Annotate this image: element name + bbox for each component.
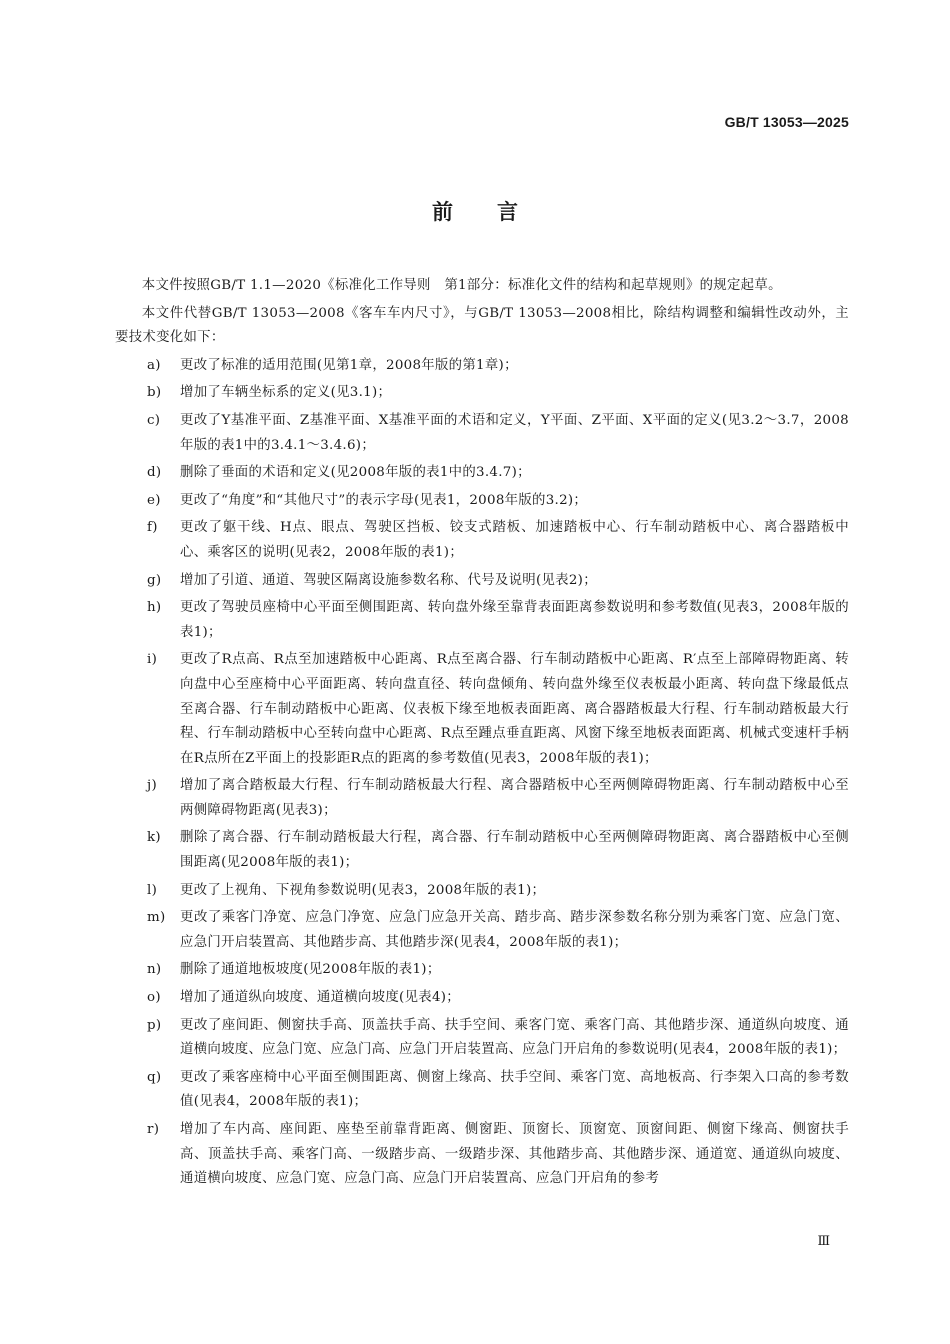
list-item — [115, 516, 849, 565]
list-item-label: d) — [147, 465, 162, 481]
list-item-text: 更改了乘客座椅中心平面至侧围距离、侧窗上缘高、扶手空间、乘客门宽、高地板高、行李架入口高的参考数值(见表4，2008年版的表1)； — [180, 1069, 849, 1110]
list-item-label: b) — [147, 385, 162, 401]
list-item-text: 更改了R点高、R点至加速踏板中心距离、R点至离合器、行车制动踏板中心距离、R′点至上部障碍物距离、转向盘中心至座椅中心平面距离、转向盘直径、转向盘倾角、转向盘外缘至仪表板最小距离、转向盘下缘最低点至离合器、行车制动踏板中心距离、仪表板下缘至地板表面距离、离合器踏板最大行程、行车制动踏板最大行程、行车制动踏板中心至转向盘中心距离、R点至踵点垂直距离、风窗下缘至地板表面距离、机械式变速杆手柄在R点所在Z平面上的投影距R点的距离的参考数值(见表3，2008年版的表1)； — [180, 652, 849, 766]
list-item-label: h) — [147, 600, 162, 616]
list-item — [115, 381, 849, 406]
list-item-text: 更改了驾驶员座椅中心平面至侧围距离、转向盘外缘至靠背表面距离参数说明和参考数值(见表3，2008年版的表1)； — [180, 600, 849, 640]
list-item-text: 增加了通道纵向坡度、通道横向坡度(见表4)； — [180, 990, 460, 1006]
document-body — [115, 274, 849, 1195]
list-item — [115, 354, 849, 379]
list-item-label: q) — [147, 1069, 162, 1085]
list-item-label: c) — [147, 412, 161, 428]
list-item — [115, 906, 849, 955]
list-item-label: m) — [147, 910, 166, 926]
list-item-text: 删除了离合器、行车制动踏板最大行程，离合器、行车制动踏板中心至两侧障碍物距离、离合器踏板中心至侧围距离(见2008年版的表1)； — [180, 830, 849, 871]
list-item-label: e) — [147, 492, 161, 508]
list-item-label: g) — [147, 572, 162, 588]
list-item-text: 增加了引道、通道、驾驶区隔离设施参数名称、代号及说明(见表2)； — [180, 572, 597, 588]
intro-paragraph-drafting-rules: 本文件按照GB/T 1.1—2020《标准化工作导则 第1部分：标准化文件的结构和起草规则》的规定起草。 — [141, 278, 782, 293]
list-item-text: 增加了车内高、座间距、座垫至前靠背距离、侧窗距、顶窗长、顶窗宽、顶窗间距、侧窗下缘高、侧窗扶手高、顶盖扶手高、乘客门高、一级踏步高、一级踏步深、其他踏步高、其他踏步深、通道宽、通道纵向坡度、通道横向坡度、应急门宽、应急门高、应急门开启装置高、应急门开启角的参考 — [180, 1122, 849, 1187]
page-title: 前言 — [432, 200, 562, 224]
list-item-label: n) — [147, 962, 162, 978]
list-item-label: k) — [147, 830, 161, 846]
technical-changes-list — [115, 354, 849, 1192]
list-item-label: a) — [147, 357, 161, 373]
page-number: Ⅲ — [817, 1234, 830, 1249]
list-item — [115, 596, 849, 645]
list-item — [115, 1014, 849, 1063]
list-item — [115, 461, 849, 486]
list-item-text: 删除了垂面的术语和定义(见2008年版的表1中的3.4.7)； — [180, 465, 531, 481]
list-item-label: p) — [147, 1017, 162, 1033]
intro-paragraph-replacement: 本文件代替GB/T 13053—2008《客车车内尺寸》，与GB/T 13053—2008相比，除结构调整和编辑性改动外，主要技术变化如下： — [115, 305, 849, 346]
list-item — [115, 1118, 849, 1192]
list-item-text: 更改了座间距、侧窗扶手高、顶盖扶手高、扶手空间、乘客门宽、乘客门高、其他踏步深、通道纵向坡度、通道横向坡度、应急门宽、应急门高、应急门开启装置高、应急门开启角的参数说明(见表4，2008年版的表1)； — [180, 1017, 849, 1058]
list-item-text: 增加了车辆坐标系的定义(见3.1)； — [180, 385, 392, 401]
list-item-text: 增加了离合踏板最大行程、行车制动踏板最大行程、离合器踏板中心至两侧障碍物距离、行车制动踏板中心至两侧障碍物距离(见表3)； — [180, 778, 849, 818]
list-item — [115, 986, 849, 1011]
list-item-text: 更改了乘客门净宽、应急门净宽、应急门应急开关高、踏步高、踏步深参数名称分别为乘客门宽、应急门宽、应急门开启装置高、其他踏步高、其他踏步深(见表4，2008年版的表1)； — [180, 910, 849, 950]
list-item-text: 更改了Y基准平面、Z基准平面、X基准平面的术语和定义，Y平面、Z平面、X平面的定义(见3.2～3.7，2008年版的表1中的3.4.1～3.4.6)； — [180, 412, 849, 453]
list-item-text: 删除了通道地板坡度(见2008年版的表1)； — [180, 962, 441, 978]
list-item — [115, 489, 849, 514]
standard-code: GB/T 13053—2025 — [724, 114, 849, 130]
list-item — [115, 409, 849, 458]
list-item — [115, 648, 849, 771]
list-item — [115, 879, 849, 904]
list-item-label: l) — [147, 882, 158, 898]
list-item-label: f) — [147, 520, 158, 536]
list-item — [115, 1066, 849, 1115]
list-item — [115, 774, 849, 823]
list-item-label: i) — [147, 652, 158, 668]
list-item — [115, 569, 849, 594]
list-item-text: 更改了“角度”和“其他尺寸”的表示字母(见表1，2008年版的3.2)； — [180, 492, 588, 508]
list-item-label: r) — [147, 1122, 160, 1137]
list-item-text: 更改了标准的适用范围(见第1章，2008年版的第1章)； — [180, 357, 518, 373]
list-item-label: o) — [147, 990, 161, 1006]
list-item-label: j) — [147, 778, 157, 794]
list-item-text: 更改了上视角、下视角参数说明(见表3，2008年版的表1)； — [180, 882, 546, 898]
list-item — [115, 826, 849, 875]
list-item — [115, 958, 849, 983]
list-item-text: 更改了躯干线、H点、眼点、驾驶区挡板、铰支式踏板、加速踏板中心、行车制动踏板中心、离合器踏板中心、乘客区的说明(见表2，2008年版的表1)； — [180, 520, 849, 560]
